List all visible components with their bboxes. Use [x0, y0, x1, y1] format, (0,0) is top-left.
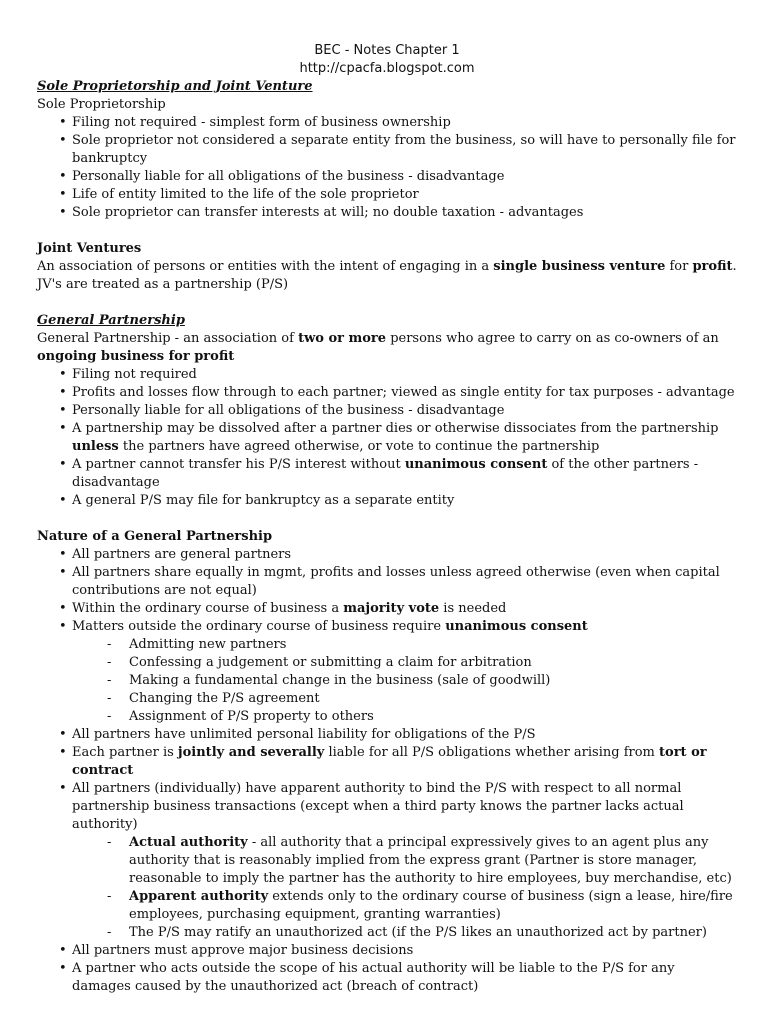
dash-list-authority — [37, 834, 737, 942]
bold-run: Apparent authority — [129, 889, 269, 904]
list-item — [37, 420, 737, 456]
dash-item: - The P/S may ratify an unauthorized act (if the P/S likes an unauthorized act by partner) — [37, 924, 737, 942]
document-page — [37, 42, 737, 996]
section-heading-nature: Nature of a General Partnership — [37, 529, 273, 544]
list-item: • Filing not required - simplest form of business ownership — [37, 114, 737, 132]
bold-run: unanimous consent — [445, 619, 588, 634]
list-item: • All partners are general partners — [37, 546, 737, 564]
text-run: A partner cannot transfer his P/S interest without — [72, 457, 405, 472]
nature-bullet-list — [37, 546, 737, 636]
jv-definition — [37, 258, 737, 294]
list-item — [37, 600, 737, 618]
text-run: Each partner is — [72, 745, 178, 760]
gp-definition — [37, 330, 737, 366]
dash-item: - Making a fundamental change in the business (sale of goodwill) — [37, 672, 737, 690]
list-item — [37, 456, 737, 492]
dash-item — [37, 888, 737, 924]
nature-bullet-list-2 — [37, 726, 737, 834]
text-run: A partnership may be dissolved after a partner dies or otherwise dissociates from the partnership — [72, 421, 719, 436]
text-run: extends only to the ordinary course of business (sign a lease, hire/fire employees, purchasing equipment, granting warranties) — [129, 889, 733, 922]
bold-run: Actual authority — [129, 835, 248, 850]
bold-run: unanimous consent — [404, 457, 548, 472]
gp-bullet-list — [37, 366, 737, 510]
bold-run: tort or contract — [72, 745, 707, 778]
list-item: • Profits and losses flow through to each partner; viewed as single entity for tax purposes - advantage — [37, 384, 737, 402]
list-item: • A partner who acts outside the scope of his actual authority will be liable to the P/S for any damages caused by the unauthorized act (breach of contract) — [37, 960, 737, 996]
text-run: is needed — [439, 601, 507, 616]
sole-bullet-list — [37, 114, 737, 222]
dash-item: - Assignment of P/S property to others — [37, 708, 737, 726]
section-heading-general-partnership: General Partnership — [37, 313, 185, 328]
text-run: liable for all P/S obligations whether arising from — [324, 745, 660, 760]
subheading-sole-proprietorship: Sole Proprietorship — [37, 97, 166, 112]
list-item: • Filing not required — [37, 366, 737, 384]
bold-run: jointly and severally — [177, 745, 325, 760]
text-run: persons who agree to carry on as co-owners of an — [386, 331, 719, 346]
dash-item: - Changing the P/S agreement — [37, 690, 737, 708]
blog-url: http://cpacfa.blogspot.com — [299, 61, 475, 76]
list-item: • Sole proprietor can transfer interests at will; no double taxation - advantages — [37, 204, 737, 222]
text-run: . JV's are treated as a partnership (P/S) — [37, 259, 737, 292]
text-run: An association of persons or entities with the intent of engaging in a — [37, 259, 494, 274]
list-item: • All partners have unlimited personal liability for obligations of the P/S — [37, 726, 737, 744]
dash-item: - Confessing a judgement or submitting a claim for arbitration — [37, 654, 737, 672]
text-run: Matters outside the ordinary course of business require — [72, 619, 446, 634]
list-item: • All partners (individually) have apparent authority to bind the P/S with respect to all normal partnership business transactions (except when a third party knows the partner lacks actual authority) — [37, 780, 737, 834]
text-run: - all authority that a principal expressively gives to an agent plus any authority that is reasonably implied from the express grant (Partner is store manager, reasonable to imply the partner has the authority to hire employees, buy merchandise, etc) — [129, 835, 732, 886]
section-heading-sole: Sole Proprietorship and Joint Venture — [37, 79, 313, 94]
list-item: • Sole proprietor not considered a separate entity from the business, so will have to personally file for bankruptcy — [37, 132, 737, 168]
bold-run: profit — [692, 259, 733, 274]
bold-run: single business venture — [493, 259, 666, 274]
text-run: General Partnership - an association of — [37, 331, 299, 346]
text-run: of the other partners - disadvantage — [72, 457, 699, 490]
list-item — [37, 618, 737, 636]
list-item: • Life of entity limited to the life of the sole proprietor — [37, 186, 737, 204]
list-item: • A general P/S may file for bankruptcy as a separate entity — [37, 492, 737, 510]
nature-bullet-list-3 — [37, 942, 737, 996]
dash-item — [37, 834, 737, 888]
list-item: • All partners must approve major business decisions — [37, 942, 737, 960]
document-title: BEC - Notes Chapter 1 — [314, 43, 460, 58]
list-item: • Personally liable for all obligations of the business - disadvantage — [37, 168, 737, 186]
bold-run: unless — [72, 439, 119, 454]
list-item: • All partners share equally in mgmt, profits and losses unless agreed otherwise (even when capital contributions are not equal) — [37, 564, 737, 600]
bold-run: ongoing business for profit — [37, 349, 235, 364]
text-run: for — [665, 259, 693, 274]
section-heading-joint-ventures: Joint Ventures — [37, 241, 142, 256]
bold-run: two or more — [298, 331, 387, 346]
dash-list-unanimous — [37, 636, 737, 726]
dash-item: - Admitting new partners — [37, 636, 737, 654]
text-run: Within the ordinary course of business a — [72, 601, 344, 616]
list-item: • Personally liable for all obligations of the business - disadvantage — [37, 402, 737, 420]
bold-run: majority vote — [343, 601, 440, 616]
text-run: the partners have agreed otherwise, or vote to continue the partnership — [118, 439, 600, 454]
list-item — [37, 744, 737, 780]
